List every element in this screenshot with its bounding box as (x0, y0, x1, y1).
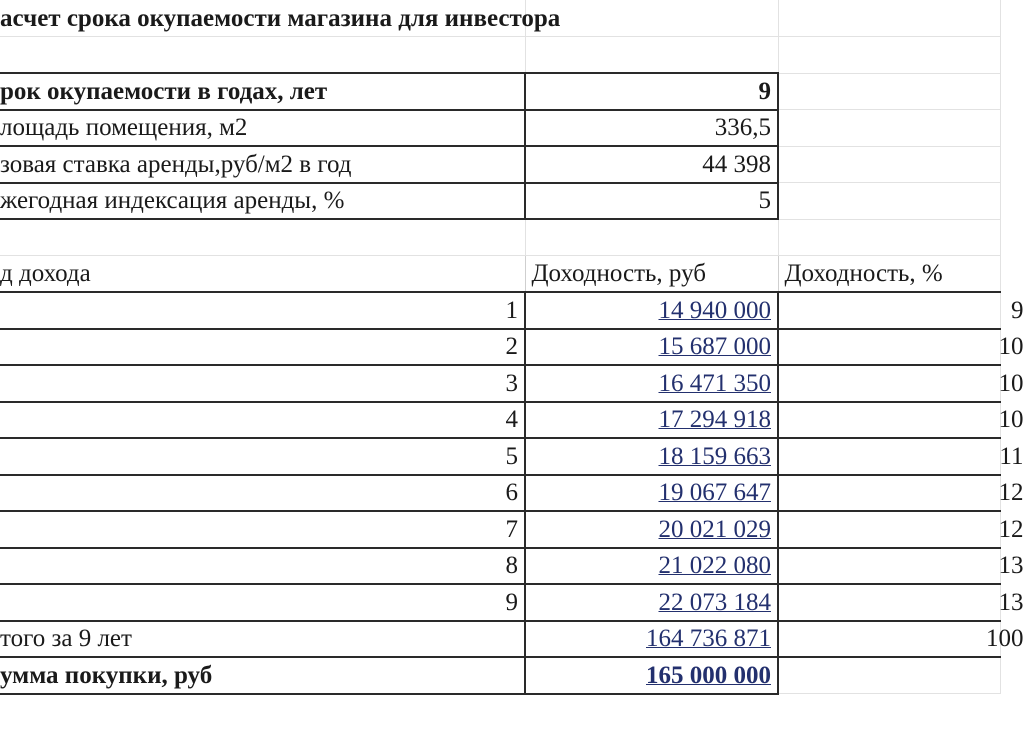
empty-cell[interactable] (0, 37, 525, 74)
year-cell[interactable] (0, 438, 525, 475)
empty-cell[interactable] (778, 183, 1000, 220)
table-row (0, 438, 1000, 475)
income-link[interactable]: 17 294 918 (658, 406, 771, 434)
title-row (0, 0, 1000, 37)
total-label-cell[interactable] (0, 621, 525, 658)
empty-cell[interactable] (778, 146, 1000, 183)
income-link[interactable]: 19 067 647 (658, 479, 771, 507)
year-number: 9 (505, 588, 518, 616)
purchase-value-cell[interactable] (525, 657, 778, 694)
param-label-cell[interactable] (0, 73, 525, 110)
purchase-label-cell[interactable] (0, 657, 525, 694)
pct-value: 12 (998, 479, 1024, 507)
pct-cell[interactable] (778, 584, 1024, 621)
year-cell[interactable] (0, 292, 525, 329)
table-row (0, 511, 1000, 548)
pct-cell[interactable] (778, 548, 1024, 585)
total-pct-value: 100 (986, 625, 1024, 653)
year-cell[interactable] (0, 329, 525, 366)
empty-cell[interactable] (778, 73, 1000, 110)
total-row (0, 621, 1000, 658)
pct-cell[interactable] (778, 292, 1024, 329)
year-cell[interactable] (0, 511, 525, 548)
income-link[interactable]: 15 687 000 (658, 333, 771, 361)
table-row (0, 365, 1000, 402)
year-number: 4 (505, 406, 518, 434)
income-header-rub-cell[interactable] (525, 256, 778, 293)
income-cell[interactable] (525, 365, 778, 402)
param-label-cell[interactable] (0, 110, 525, 147)
income-link[interactable]: 21 022 080 (658, 552, 771, 580)
income-header-pct-cell[interactable] (778, 256, 1000, 293)
income-cell[interactable] (525, 438, 778, 475)
empty-cell[interactable] (778, 219, 1000, 256)
year-cell[interactable] (0, 584, 525, 621)
param-label: рок окупаемости в годах, лет (0, 77, 328, 105)
total-income-link[interactable]: 164 736 871 (646, 625, 771, 653)
pct-value: 10 (998, 406, 1024, 434)
income-cell[interactable] (525, 584, 778, 621)
empty-cell[interactable] (525, 219, 778, 256)
empty-cell[interactable] (525, 0, 778, 37)
pct-cell[interactable] (778, 511, 1024, 548)
param-value: 44 398 (702, 150, 771, 178)
income-cell[interactable] (525, 548, 778, 585)
income-cell[interactable] (525, 402, 778, 439)
pct-value: 10 (998, 333, 1024, 361)
sheet-title-cell[interactable] (0, 0, 561, 37)
pct-value: 10 (998, 369, 1024, 397)
column-header: д дохода (0, 260, 91, 287)
param-value-cell[interactable] (525, 73, 778, 110)
pct-value: 12 (998, 515, 1024, 543)
year-number: 7 (505, 515, 518, 543)
blank-row (0, 37, 1000, 74)
param-row-rate (0, 146, 1000, 183)
pct-value: 9 (1011, 296, 1024, 324)
empty-cell[interactable] (778, 37, 1000, 74)
year-number: 1 (505, 296, 518, 324)
param-value: 9 (758, 77, 771, 105)
pct-cell[interactable] (778, 438, 1024, 475)
param-label: лощадь помещения, м2 (0, 114, 248, 142)
income-link[interactable]: 14 940 000 (658, 296, 771, 324)
year-cell[interactable] (0, 475, 525, 512)
pct-cell[interactable] (778, 365, 1024, 402)
blank-row (0, 219, 1000, 256)
table-row (0, 584, 1000, 621)
income-link[interactable]: 22 073 184 (658, 588, 771, 616)
sheet-title: асчет срока окупаемости магазина для инвестора (0, 4, 561, 32)
param-value: 336,5 (714, 114, 771, 142)
empty-cell[interactable] (525, 37, 778, 74)
year-number: 3 (505, 369, 518, 397)
year-cell[interactable] (0, 365, 525, 402)
purchase-label: умма покупки, руб (0, 661, 213, 689)
total-income-cell[interactable] (525, 621, 778, 658)
param-row-area (0, 110, 1000, 147)
empty-cell[interactable] (778, 110, 1000, 147)
table-row (0, 548, 1000, 585)
param-value-cell[interactable] (525, 110, 778, 147)
param-label-cell[interactable] (0, 183, 525, 220)
purchase-value-link[interactable]: 165 000 000 (646, 661, 771, 689)
year-number: 2 (505, 333, 518, 361)
param-row-indexation (0, 183, 1000, 220)
table-row (0, 329, 1000, 366)
empty-cell[interactable] (0, 219, 525, 256)
table-row (0, 475, 1000, 512)
income-header-year-cell[interactable] (0, 256, 525, 293)
pct-value: 13 (998, 588, 1024, 616)
column-header: Доходность, % (784, 260, 943, 287)
table-row (0, 402, 1000, 439)
income-link[interactable]: 16 471 350 (658, 369, 771, 397)
year-cell[interactable] (0, 548, 525, 585)
param-value-cell[interactable] (525, 183, 778, 220)
pct-value: 13 (998, 552, 1024, 580)
income-cell[interactable] (525, 292, 778, 329)
pct-cell[interactable] (778, 402, 1024, 439)
income-cell[interactable] (525, 475, 778, 512)
pct-cell[interactable] (778, 329, 1024, 366)
column-header: Доходность, руб (531, 260, 706, 287)
year-number: 6 (505, 479, 518, 507)
purchase-row (0, 657, 1000, 694)
year-cell[interactable] (0, 402, 525, 439)
param-label-cell[interactable] (0, 146, 525, 183)
total-label: того за 9 лет (0, 625, 132, 653)
param-label: зовая ставка аренды,руб/м2 в год (0, 150, 352, 178)
income-cell[interactable] (525, 511, 778, 548)
table-row (0, 292, 1000, 329)
param-value: 5 (758, 187, 771, 215)
param-value-cell[interactable] (525, 146, 778, 183)
empty-cell[interactable] (778, 657, 1000, 694)
income-link[interactable]: 20 021 029 (658, 515, 771, 543)
income-link[interactable]: 18 159 663 (658, 442, 771, 470)
income-header-row (0, 256, 1000, 293)
income-cell[interactable] (525, 329, 778, 366)
empty-cell[interactable] (778, 0, 1000, 37)
pct-value: 11 (999, 442, 1024, 470)
year-number: 8 (505, 552, 518, 580)
param-label: жегодная индексация аренды, % (0, 187, 345, 215)
total-pct-cell[interactable] (778, 621, 1024, 658)
year-number: 5 (505, 442, 518, 470)
param-row-payback (0, 73, 1000, 110)
pct-cell[interactable] (778, 475, 1024, 512)
